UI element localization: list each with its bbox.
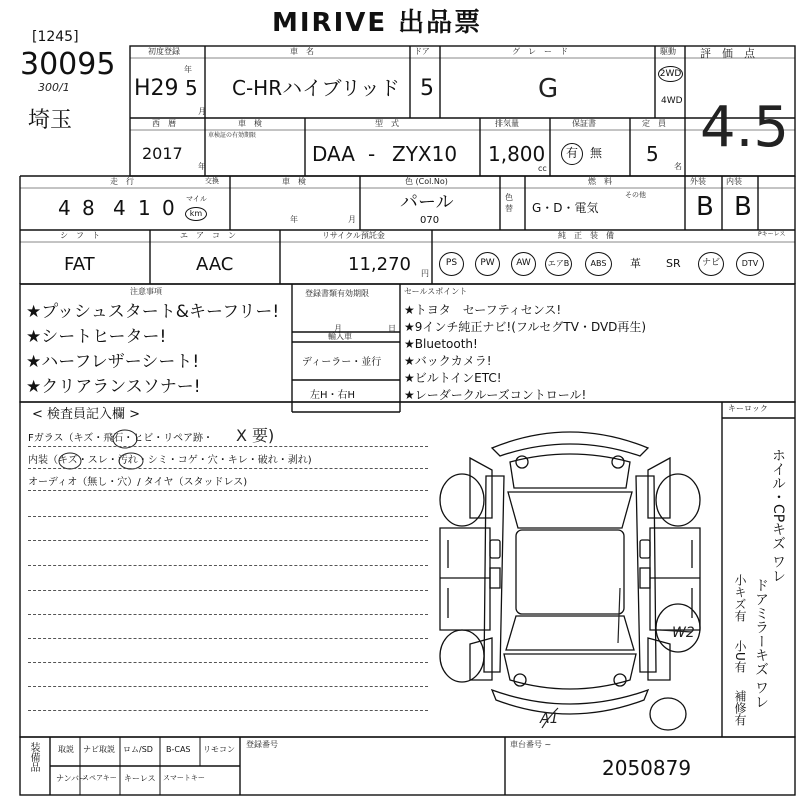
inspection-line-3: オーディオ（無し・穴）/ タイヤ（スタッドレス) <box>28 477 248 488</box>
dashed-line <box>28 662 428 663</box>
vehicle-name: C-HRハイブリッド <box>232 76 400 100</box>
color-no: 070 <box>420 215 440 226</box>
label-grade: グ レ ー ド <box>512 47 568 56</box>
label-meter-change: 交換 <box>205 177 219 185</box>
equip-dtv: DTV <box>736 252 764 276</box>
sales-point-4: ★バックカメラ! <box>404 354 492 368</box>
western-year: 2017 <box>142 144 183 163</box>
import-handle: 左H・右H <box>310 390 356 401</box>
dashed-line <box>28 686 428 687</box>
accessory-remote: リモコン <box>203 745 235 754</box>
form-title: MIRIVE 出品票 <box>272 8 483 38</box>
first-reg-era-year: H29 <box>134 76 179 101</box>
interior-grade: B <box>734 192 752 222</box>
caution-item-1: ★プッシュスタート&キーフリー! <box>26 302 280 322</box>
aircon-value: AAC <box>196 254 234 275</box>
accessory-plate: ナンバー <box>56 774 88 783</box>
label-warranty: 保証書 <box>572 119 596 128</box>
equip-aw: AW <box>511 252 536 276</box>
inspection-line-1: Fガラス（キズ・飛石・ヒビ・リペア跡・ <box>28 433 214 444</box>
exterior-grade: B <box>696 192 714 222</box>
model-dash: - <box>368 142 376 166</box>
label-inspection: 車 検 <box>238 119 262 128</box>
first-reg-month: 5 <box>185 76 198 100</box>
caution-label: 注意事項 <box>130 287 162 296</box>
label-color: 色 (Col.No) <box>405 177 448 186</box>
fuel-other: その他 <box>625 191 646 199</box>
dashed-line <box>28 590 428 591</box>
mileage-digit-4: 1 <box>138 196 151 220</box>
label-name: 車 名 <box>290 47 314 56</box>
diagram-mark-w2: W2 <box>672 625 695 641</box>
mile-unit: マイル <box>186 195 207 203</box>
label-interior: 内装 <box>726 177 742 186</box>
caution-item-2: ★シートヒーター! <box>26 327 167 347</box>
label-first-reg: 初度登録 <box>148 47 180 56</box>
region: 埼玉 <box>28 108 73 133</box>
dashed-line <box>28 468 428 469</box>
year-unit: 年 <box>184 65 192 74</box>
vertical-note-3: 小キズ有 <box>733 574 747 622</box>
lot-bracket: [1245] <box>32 29 79 45</box>
dashed-line <box>28 710 428 711</box>
mileage-digit-2: 8 <box>82 196 95 220</box>
equip-leather: 革 <box>630 257 641 270</box>
inspection-line-2: 内装（キズ・スレ・汚れ・シミ・コゲ・穴・キレ・破れ・剥れ) <box>28 455 312 466</box>
cc-unit: cc <box>538 164 547 173</box>
vertical-note-4: 小U有 <box>733 640 747 673</box>
label-inspection-due: 車 検 <box>282 177 306 186</box>
label-score: 評 価 点 <box>700 47 755 60</box>
capacity: 5 <box>646 142 659 166</box>
model-prefix: DAA <box>312 142 355 166</box>
shift-value: FAT <box>64 254 95 275</box>
vertical-note-5: 補修有 <box>733 690 747 726</box>
plate-number-label: 登録番号 <box>246 740 278 749</box>
equip-airbag: エアB <box>545 252 572 276</box>
accessory-navi-manual: ナビ取説 <box>83 745 115 754</box>
drive-2wd: 2WD <box>658 66 683 82</box>
sales-point-6: ★レーダークルーズコントロール! <box>404 388 587 402</box>
fuel-options: G・D・電気 <box>532 201 599 215</box>
sales-point-2: ★9インチ純正ナビ!(フルセグTV・DVD再生) <box>404 320 647 334</box>
accessory-manual: 取説 <box>58 745 74 754</box>
accessory-rom-sd: ロム/SD <box>123 745 153 754</box>
label-equipment: 純 正 装 備 <box>558 231 614 240</box>
color-change-label: 色替 <box>505 193 513 213</box>
label-aircon: エ ア コ ン <box>180 231 236 240</box>
dashed-line <box>28 446 428 447</box>
dashed-line <box>28 516 428 517</box>
reg-doc-label: 登録書類有効期限 <box>305 289 369 298</box>
label-shift: シ フ ト <box>60 231 100 240</box>
label-mileage: 走 行 <box>110 177 134 186</box>
equip-pw: PW <box>475 252 500 276</box>
label-model: 型 式 <box>375 119 399 128</box>
persons-unit: 名 <box>674 162 682 171</box>
diagram-mark-a1: A1 <box>540 711 559 727</box>
sales-point-label: セールスポイント <box>404 287 468 296</box>
inspector-label: < 検査員記入欄 > <box>32 407 141 422</box>
chassis-number-label: 車台番号 ~ <box>510 740 552 749</box>
inspection-year-unit: 年 <box>290 215 298 224</box>
dashed-line <box>28 614 428 615</box>
vehicle-grade: G <box>538 74 559 104</box>
model-code: ZYX10 <box>392 142 458 166</box>
label-western: 西 暦 <box>152 119 176 128</box>
label-capacity: 定 員 <box>642 119 666 128</box>
accessory-keyless: キーレス <box>124 774 156 783</box>
label-exterior: 外装 <box>690 177 706 186</box>
yen-unit: 円 <box>421 269 429 278</box>
dashed-line <box>28 638 428 639</box>
mileage-digit-1: 4 <box>58 196 71 220</box>
inspection-month-unit: 月 <box>348 215 356 224</box>
key-lock-label: キーロック <box>728 404 768 413</box>
handwritten-note: 300/1 <box>38 81 70 94</box>
dashed-line <box>28 565 428 566</box>
accessory-spare-key: スペアキー <box>82 774 117 782</box>
km-unit: km <box>185 207 207 221</box>
label-fuel: 燃 料 <box>588 177 612 186</box>
accessory-label: 装備品 <box>28 742 39 772</box>
vehicle-doors: 5 <box>420 76 434 101</box>
equip-ps: PS <box>439 252 464 276</box>
mileage-digit-3: 4 <box>113 196 126 220</box>
mileage-digit-5: 0 <box>162 196 175 220</box>
car-diagram <box>430 418 710 736</box>
label-displacement: 排気量 <box>495 119 519 128</box>
warranty-no: 無 <box>590 146 603 160</box>
equip-sr: SR <box>666 257 681 270</box>
dashed-line <box>28 540 428 541</box>
chassis-number: 2050879 <box>602 756 692 780</box>
sales-point-1: ★トヨタ セーフティセンス! <box>404 303 562 317</box>
caution-item-3: ★ハーフレザーシート! <box>26 352 200 372</box>
color-name: パール <box>400 192 454 213</box>
warranty-yes: 有 <box>561 143 583 165</box>
reg-month-unit: 月 <box>334 324 342 333</box>
sales-point-5: ★ビルトインETC! <box>404 371 502 385</box>
displacement: 1,800 <box>488 142 546 166</box>
dashed-line <box>28 490 428 491</box>
equip-abs: ABS <box>585 252 612 276</box>
lot-number: 30095 <box>20 47 116 82</box>
caution-item-4: ★クリアランスソナー! <box>26 377 201 397</box>
accessory-bcas: B-CAS <box>166 745 191 754</box>
recycle-value: 11,270 <box>348 254 411 275</box>
drive-4wd: 4WD <box>661 96 683 106</box>
reg-day-unit: 日 <box>388 324 396 333</box>
year-unit-2: 年 <box>198 162 206 171</box>
label-recycle: リサイクル預託金 <box>322 231 385 240</box>
vertical-note-2: ドアミラーキズ ワレ <box>753 578 769 709</box>
label-drive: 駆動 <box>660 47 676 56</box>
vertical-note-1: ホイル・CPキズ ワレ <box>770 448 786 583</box>
inspection-note: 車検証の有効期限 <box>208 132 257 139</box>
import-dealer: ディーラー・並行 <box>302 357 382 368</box>
label-doors: ドア <box>414 47 430 56</box>
sales-point-3: ★Bluetooth! <box>404 337 478 351</box>
equip-navi: ナビ <box>698 252 724 276</box>
accessory-smart-key: スマートキー <box>163 774 205 782</box>
month-unit: 月 <box>198 107 206 116</box>
import-label: 輸入車 <box>328 332 352 341</box>
label-key-note: Pキーレス <box>758 231 786 238</box>
inspection-line-1-hand: X 要) <box>236 426 275 445</box>
evaluation-score: 4.5 <box>700 95 790 160</box>
